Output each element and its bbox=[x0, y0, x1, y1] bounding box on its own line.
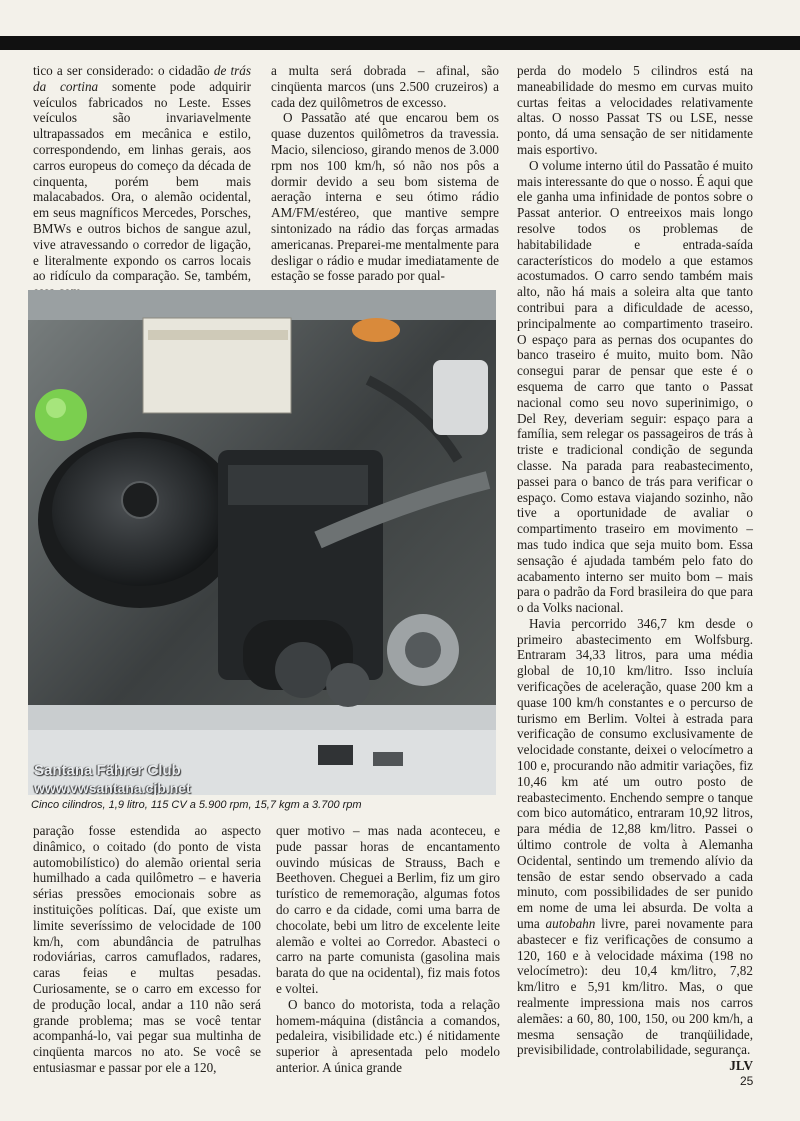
page-number: 25 bbox=[740, 1074, 754, 1088]
paragraph: Havia percorrido 346,7 km desde o primeiro abastecimento em Wolfsburg. Entraram 34,33 litros, para uma média global de 10,10 km/litro. Isso incluía verificações de aceleração, quase 200 km a quase 100 km/h constantes e o percurso de turismo em Berlim. Voltei à estrada para verificação de consumo exclusivamente de velocidade constante, deixei o velocímetro a 100 e, procurando não admitir variações, fiz 10,46 km até um outro posto de reabastecimento. Enchendo sempre o tanque com bico automático, entraram 10,92 litros, para média de 12,88 km/litro. Passei o último controle de volta à Alemanha Ocidental, sentindo um tremendo alívio da tensão de estar sendo observado a cada minuto, com possibilidades de ser punido em nome de uma lei absurda. De volta a uma autobahn livre, parei novamente para abastecer e fiz verificações de consumo a 120, 160 e à velocidade máxima (198 no velocímetro): deu 10,4 km/litro, 7,82 km/litro e 5,91 km/litro. Mas, o que realmente impressiona mais nos carros alemães: a 60, 80, 100, 150, ou 200 km/h, a mesma sensação de tranqüilidade, previsibilidade, controlabilidade, segurança. JLV bbox=[517, 615, 753, 1074]
column-2-top bbox=[271, 63, 499, 284]
paragraph: perda do modelo 5 cilindros está na maneabilidade do mesmo em curvas muito curtas feitas a velocidades relativamente altas. O nosso Passat TS ou LSE, nesse ponto, dá uma sensação de ser nitidamente mais esportivo. bbox=[517, 63, 753, 157]
paragraph: O banco do motorista, toda a relação homem-máquina (distância a comandos, pedaleira, visibilidade etc.) é nitidamente superior à apresentada pelo modelo anterior. A única grande bbox=[276, 996, 500, 1075]
watermark-title: Santana Fährer Club bbox=[34, 762, 181, 779]
column-1-bottom bbox=[33, 823, 261, 1076]
top-rule bbox=[0, 36, 800, 50]
paragraph: O Passatão até que encarou bem os quase duzentos quilômetros da travessia. Macio, silencioso, girando menos de 3.000 rpm nos 100 km/h, só não nos pôs a dormir devido a seu bom sistema de aeração interna e seu ótimo rádio AM/FM/estéreo, que mantive sempre sintonizado na rádio das forças armadas americanas. Preparei-me mentalmente para desligar o rádio e mudar imediatamente de estação se fosse parado por qual- bbox=[271, 110, 499, 284]
column-3 bbox=[517, 63, 753, 1074]
paragraph: a multa será dobrada – afinal, são cinqüenta marcos (uns 2.500 cruzeiros) a cada dez quilômetros de excesso. bbox=[271, 63, 499, 110]
paragraph: paração fosse estendida ao aspecto dinâmico, o coitado (do ponto de vista automobilístico) do alemão oriental seria humilhado a cada quilômetro – e haveria sérias pressões emocionais sobre as instituições políticas. Daí, que existe um limite severíssimo de velocidade de 100 km/h, com abundância de patrulhas rodoviárias, carros camuflados, radares, caras feias e multas pesadas. Curiosamente, se o carro em excesso for de produção local, andar a 110 não será grande problema; mas se você tentar acompanhá-lo, vai pegar sua multinha de cinqüenta marcos no ato. Se você se entusiasmar e passar por ele a 120, bbox=[33, 823, 261, 1075]
emphasis-text: de trás da cortina bbox=[33, 63, 252, 94]
photo-caption: Cinco cilindros, 1,9 litro, 115 CV a 5.900 rpm, 15,7 kgm a 3.700 rpm bbox=[31, 799, 362, 811]
watermark-url: www.vwsantana.cjb.net bbox=[34, 780, 191, 795]
column-1-top bbox=[33, 63, 251, 300]
engine-photo bbox=[28, 290, 496, 795]
paragraph: O volume interno útil do Passatão é muito mais interessante do que o nosso. É aqui que ele ganha uma infinidade de pontos sobre o Passat anterior. O entreeixos mais longo resolve todos os problemas de habitabilidade e entrada-saída característicos do modelo a que estamos acostumados. O carro sendo também mais alto, não há mais a soleira alta que tanto contribui para a dificuldade de acesso, principalmente ao compartimento traseiro. O espaço para as pernas dos ocupantes do banco traseiro é muito, muito bom. Não consegui parar de pensar que este é o esquema de carro que tanto o Passat nacional como seu novo superinimigo, o Del Rey, deveriam seguir: espaço para a família, sem relegar os passageiros de trás à triste e tradicional condição de segunda classe. Na parada para reabastecimento, passei para o banco de trás para verificar o espaço. Como estava viajando sozinho, não tive a oportunidade de avaliar o compartimento traseiro em movimento – mas tudo indica que seja muito bom. Essa sensação é ajudada também pelo fato do acabamento interno ser muito bom – mais para o padrão da Ford brasileira do que para o da Volks nacional. bbox=[517, 157, 753, 616]
paragraph: tico a ser considerado: o cidadão de trás da cortina somente pode adquirir veículos fabricados no Leste. Esses veículos são invariavelmente ultrapassados em mecânica e estilo, correspondendo, em linhas gerais, aos carros europeus do começo da década de cinquenta, porém bem mais malacabados. Ora, o alemão ocidental, em seus magníficos Mercedes, Porsches, BMWs e outros bichos de sangue azul, vive atravessando o corredor de ligação, e literalmente expondo os carros locais ao ridículo da comparação. Se, também, bbox=[33, 63, 252, 284]
paragraph: quer motivo – mas nada aconteceu, e pude passar horas de encantamento ouvindo músicas de Strauss, Bach e Beethoven. Cheguei a Berlim, fiz um giro turístico de rememoração, algumas fotos do carro e da cidade, comi uma barra de chocolate, bebi um litro de excelente leite alemão e voltei ao Corredor. Abasteci o carro na parte comunista (gasolina mais barata do que na ocidental), fiz mais fotos e voltei. bbox=[276, 823, 500, 996]
engine-illustration bbox=[28, 290, 496, 795]
emphasis-text: autobahn bbox=[545, 916, 596, 932]
column-2-bottom bbox=[276, 823, 500, 1076]
author-signature: JLV bbox=[729, 1058, 753, 1074]
